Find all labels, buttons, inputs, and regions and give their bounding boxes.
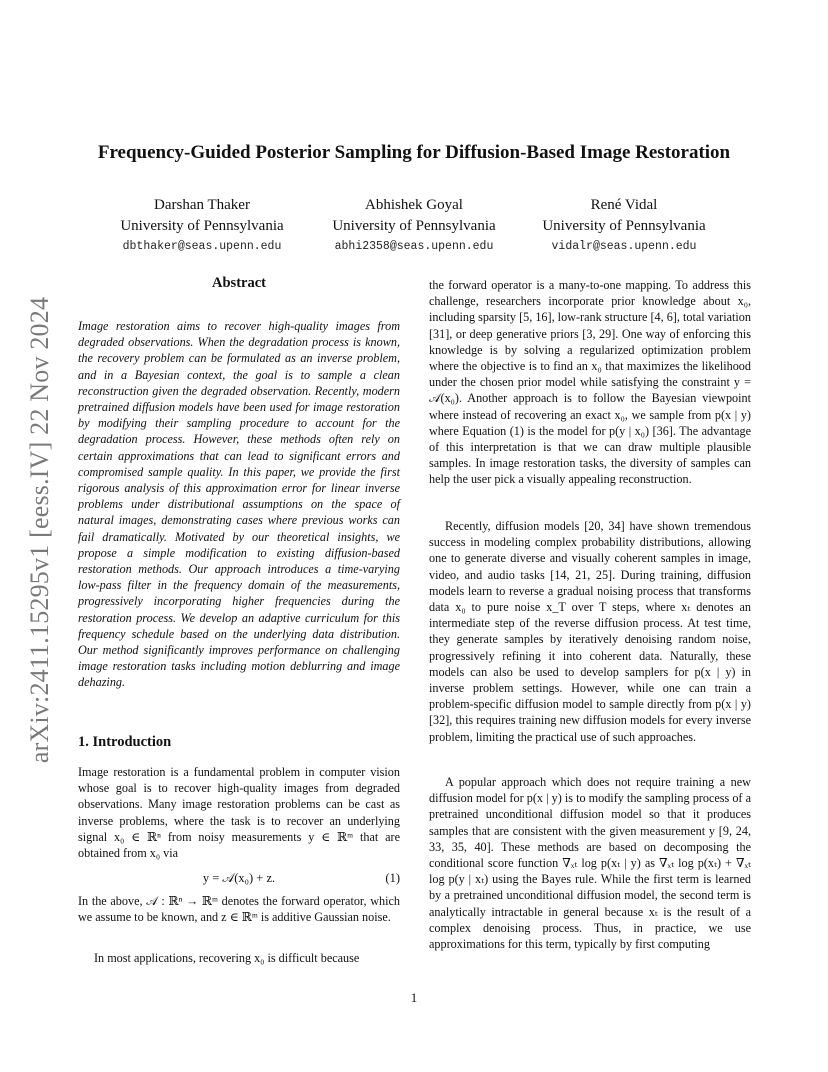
author-2	[304, 195, 524, 257]
intro-paragraph-3	[78, 950, 400, 966]
abstract-heading: Abstract	[212, 275, 266, 291]
author-affiliation: University of Pennsylvania	[332, 218, 496, 234]
paragraph-text: the forward operator is a many-to-one mapping. To address this challenge, researchers incorporate prior knowledge about x₀, including sparsity [5, 16], low-rank structure [4, 6], total variation [31], or deep generative priors [3, 29]. One way of enforcing this knowledge is by solving a regularized optimization problem where the objective is to find an x₀ that maximizes the likelihood under the chosen prior model while satisfying the constraint y = 𝒜(x₀). Another approach is to follow the Bayesian viewpoint where instead of recovering an exact x₀, we sample from p(x | y) where Equation (1) is the model for p(y | x₀) [36]. The advantage of this interpretation is that we can draw multiple plausible samples. In image restoration tasks, the diversity of samples can help the user pick a visually appealing reconstruction.	[429, 278, 751, 487]
equation-expression: y = 𝒜(x₀) + z.	[202, 871, 276, 885]
paragraph-text: A popular approach which does not require training a new diffusion model for p(x | y) is to modify the sampling process of a pretrained unconditional diffusion model so that it produces samples that are consistent with the given measurement y [9, 24, 33, 35, 40]. These methods are based on decomposing the conditional score function ∇ₓₜ log p(xₜ | y) as ∇ₓₜ log p(xₜ) + ∇ₓₜ log p(y | xₜ) using the Bayes rule. While the first term is learned by a pretrained unconditional diffusion model, the second term is analytically intractable in general because xₜ is the result of a complex denoising process. Thus, in practice, we use approximations for this term, typically by first computing	[429, 775, 751, 952]
arxiv-identifier: arXiv:2411.15295v1 [eess.IV] 22 Nov 2024	[25, 296, 54, 764]
author-name: Abhishek Goyal	[365, 197, 463, 213]
author-1	[92, 195, 312, 257]
intro-paragraph-2	[78, 893, 400, 925]
arxiv-stamp	[12, 280, 68, 780]
abstract-text: Image restoration aims to recover high-quality images from degraded observations. When the degradation process is known, the recovery problem can be formulated as an inverse problem, and in a Bayesian context, the goal is to sample a clean reconstruction given the degraded observation. Recently, modern pretrained diffusion models have been used for image restoration by modifying their sampling procedure to account for the degradation process. However, these methods often rely on certain approximations that can lead to significant errors and compromised sample quality. In this paper, we provide the first rigorous analysis of this approximation error for linear inverse problems under distributional assumptions on the space of natural images, demonstrating cases where previous works can fail dramatically. Motivated by our theoretical insights, we propose a simple modification to existing diffusion-based restoration methods. Our approach introduces a time-varying low-pass filter in the frequency domain of the measurements, progressively incorporating higher frequencies during the restoration process. We develop an adaptive curriculum for this frequency schedule based on the underlying data distribution. Our method significantly improves performance on challenging image restoration tasks including motion deblurring and image dehazing.	[78, 319, 400, 690]
author-email[interactable]: dbthaker@seas.upenn.edu	[122, 240, 282, 253]
author-name: René Vidal	[590, 197, 658, 213]
page-number: 1	[410, 990, 418, 1005]
author-email[interactable]: vidalr@seas.upenn.edu	[551, 240, 697, 253]
abstract-body	[78, 318, 400, 691]
right-paragraph-3	[429, 774, 751, 952]
author-name: Darshan Thaker	[154, 197, 250, 213]
author-email[interactable]: abhi2358@seas.upenn.edu	[334, 240, 494, 253]
paragraph-text: Recently, diffusion models [20, 34] have shown tremendous success in modeling complex probability distributions, allowing one to generate diverse and visually coherent samples in image, video, and audio tasks [14, 21, 25]. During training, diffusion models learn to reverse a gradual noising process that transforms data x₀ to pure noise x_T over T steps, where xₜ denotes an intermediate step of the reverse diffusion process. At test time, they generate samples by iteratively denoising random noise, progressively refining it into coherent data. Naturally, these models can also be used to develop samplers for p(x | y) in inverse problem settings. However, while one can train a problem-specific diffusion model to sample directly from p(x | y) [32], this requires training new diffusion models for every inverse problem, limiting the practical use of such approaches.	[429, 519, 751, 744]
paragraph-text: In the above, 𝒜 : ℝⁿ → ℝᵐ denotes the forward operator, which we assume to be known, and z ∈ ℝᵐ is additive Gaussian noise.	[78, 894, 400, 925]
author-3	[514, 195, 734, 257]
section-heading-introduction: 1. Introduction	[78, 734, 172, 750]
equation-number: (1)	[385, 871, 400, 885]
paragraph-text: In most applications, recovering x₀ is difficult because	[94, 951, 360, 965]
author-affiliation: University of Pennsylvania	[542, 218, 706, 234]
paper-title: Frequency-Guided Posterior Sampling for Diffusion-Based Image Restoration	[97, 142, 731, 163]
right-paragraph-1	[429, 277, 751, 488]
right-paragraph-2	[429, 518, 751, 745]
author-affiliation: University of Pennsylvania	[120, 218, 284, 234]
paragraph-text: Image restoration is a fundamental problem in computer vision whose goal is to recover high-quality images from degraded observations. Many image restoration problems can be cast as inverse problems, where the task is to recover an underlying signal x₀ ∈ ℝⁿ from noisy measurements y ∈ ℝᵐ that are obtained from x₀ via	[78, 765, 400, 861]
intro-paragraph-1	[78, 764, 400, 861]
